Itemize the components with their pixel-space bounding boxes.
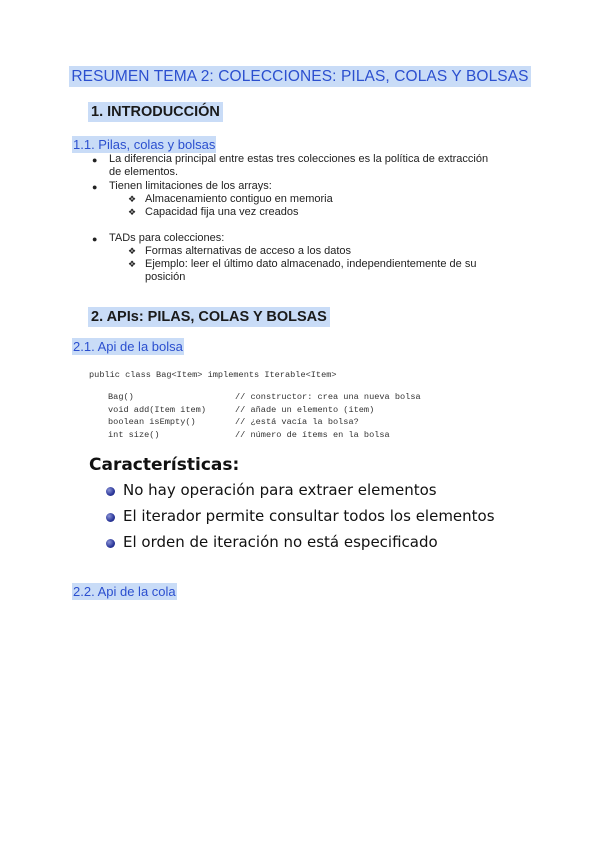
code-line-sig: boolean isEmpty() <box>108 417 196 427</box>
code-line-comment: // número de ítems en la bolsa <box>235 429 390 440</box>
bullet-2: Tienen limitaciones de los arrays: <box>109 180 272 192</box>
bullet-3-item-2-continued: posición <box>145 271 186 283</box>
code-line-comment: // ¿está vacía la bolsa? <box>235 417 359 427</box>
section-1-heading <box>88 104 223 120</box>
bullet-icon: ● <box>92 155 98 165</box>
bullet-ball-icon <box>106 513 115 522</box>
bullet-ball-icon <box>106 487 115 496</box>
diamond-bullet-icon: ❖ <box>128 259 137 269</box>
code-line-comment: // añade un elemento (item) <box>235 404 375 415</box>
diamond-bullet-icon: ❖ <box>128 207 137 217</box>
subsection-2-1-heading <box>72 339 184 354</box>
document-title-text: RESUMEN TEMA 2: COLECCIONES: PILAS, COLAS Y BOLSAS <box>71 68 529 85</box>
feature-item: El orden de iteración no está especificado <box>123 533 438 551</box>
section-2-heading <box>88 309 330 325</box>
subsection-2-1-heading-text: 2.1. Api de la bolsa <box>73 339 183 354</box>
document-title <box>0 68 600 86</box>
bullet-icon: ● <box>92 182 98 192</box>
code-line-sig: int size() <box>108 429 160 440</box>
subsection-1-1-heading-text: 1.1. Pilas, colas y bolsas <box>73 137 216 152</box>
subsection-2-2-heading <box>72 584 177 599</box>
section-2-heading-text: 2. APIs: PILAS, COLAS Y BOLSAS <box>88 307 330 327</box>
code-line-sig: void add(Item item) <box>108 404 206 415</box>
feature-item: No hay operación para extraer elementos <box>123 481 437 499</box>
subsection-1-1-heading <box>72 137 216 152</box>
subsection-2-2-heading-text: 2.2. Api de la cola <box>73 584 176 599</box>
code-class-header: public class Bag<Item> implements Iterable<Item> <box>89 370 337 380</box>
diamond-bullet-icon: ❖ <box>128 246 137 256</box>
feature-item: El iterador permite consultar todos los elementos <box>123 507 495 525</box>
features-title: Características: <box>89 455 240 475</box>
bullet-2-item-2: Capacidad fija una vez creados <box>145 206 299 218</box>
diamond-bullet-icon: ❖ <box>128 194 137 204</box>
bullet-icon: ● <box>92 234 98 244</box>
bullet-2-item-1: Almacenamiento contiguo en memoria <box>145 193 333 205</box>
code-line-comment: // constructor: crea una nueva bolsa <box>235 392 421 402</box>
code-line-sig: Bag() <box>108 392 134 402</box>
bullet-ball-icon <box>106 539 115 548</box>
bullet-3-item-1: Formas alternativas de acceso a los datos <box>145 245 352 257</box>
bullet-3-item-2: Ejemplo: leer el último dato almacenado, independientemente de su <box>145 258 477 270</box>
bullet-1-line-2: de elementos. <box>109 166 179 178</box>
bullet-1-line-1: La diferencia principal entre estas tres colecciones es la política de extracción <box>109 153 489 165</box>
section-1-heading-text: 1. INTRODUCCIÓN <box>88 102 223 122</box>
bullet-3: TADs para colecciones: <box>109 232 225 244</box>
